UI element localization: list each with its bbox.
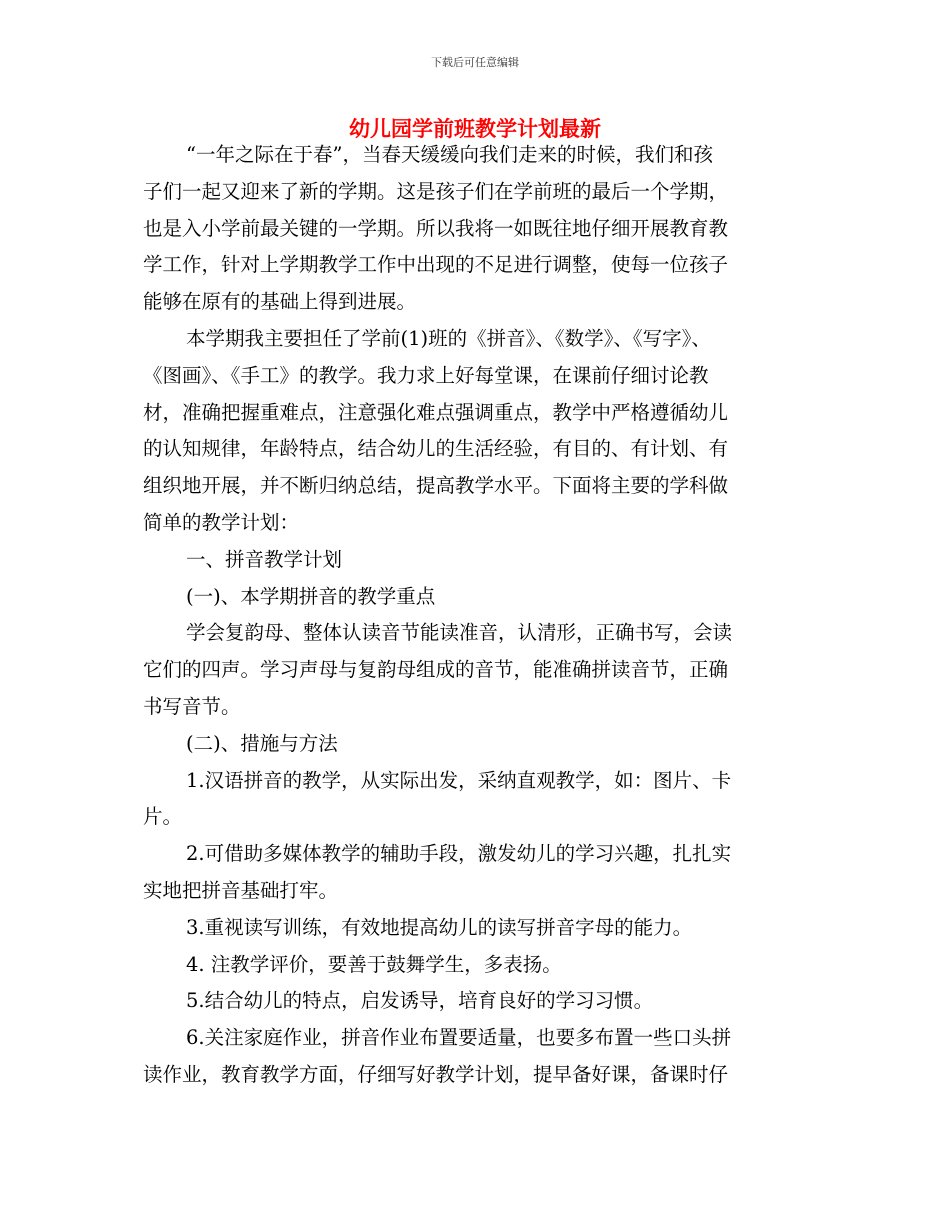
- paragraph-line: 的认知规律，年龄特点，结合幼儿的生活经验，有目的、有计划、有: [143, 437, 729, 461]
- subsection-heading: (二)、措施与方法: [186, 731, 338, 755]
- subsection-heading: (一)、本学期拼音的教学重点: [186, 584, 436, 608]
- header-note: 下载后可任意编辑: [431, 56, 519, 69]
- paragraph-line: 学会复韵母、整体认读音节能读准音，认清形，正确书写，会读: [186, 621, 733, 645]
- list-item-continuation: 片。: [143, 805, 183, 829]
- paragraph-line: 也是入小学前最关键的一学期。所以我将一如既往地仔细开展教育教: [143, 216, 729, 240]
- list-item: 3.重视读写训练，有效地提高幼儿的读写拼音字母的能力。: [186, 915, 693, 939]
- document-body: [143, 137, 823, 1094]
- paragraph-line: 能够在原有的基础上得到进展。: [143, 290, 417, 314]
- paragraph-line: 本学期我主要担任了学前(1)班的《拼音》、《数学》、《写字》、: [186, 326, 711, 350]
- list-item: 4. 注教学评价，要善于鼓舞学生，多表扬。: [186, 952, 562, 976]
- document-title: 幼儿园学前班教学计划最新: [349, 117, 601, 141]
- paragraph-line: 它们的四声。学习声母与复韵母组成的音节，能准确拼读音节，正确: [143, 658, 729, 682]
- paragraph-line: 子们一起又迎来了新的学期。这是孩子们在学前班的最后一个学期，: [143, 179, 729, 203]
- paragraph-line: 材，准确把握重难点，注意强化难点强调重点，教学中严格遵循幼儿: [143, 400, 729, 424]
- list-item: 5.结合幼儿的特点，启发诱导，培育良好的学习习惯。: [186, 989, 654, 1013]
- paragraph-line: 学工作，针对上学期教学工作中出现的不足进行调整，使每一位孩子: [143, 253, 729, 277]
- list-item: 2.可借助多媒体教学的辅助手段，激发幼儿的学习兴趣，扎扎实: [186, 842, 732, 866]
- paragraph-line: “一年之际在于春”，当春天缓缓向我们走来的时候，我们和孩: [186, 143, 713, 166]
- list-item: 6.关注家庭作业，拼音作业布置要适量，也要多布置一些口头拼: [186, 1026, 732, 1050]
- paragraph-line: 《图画》、《手工》的教学。我力求上好每堂课，在课前仔细讨论教: [143, 363, 709, 387]
- paragraph-line: 书写音节。: [143, 694, 241, 718]
- paragraph-line: 组织地开展，并不断归纳总结，提高教学水平。下面将主要的学科做: [143, 474, 729, 498]
- section-heading: 一、拼音教学计划: [186, 547, 343, 571]
- list-item: 1.汉语拼音的教学，从实际出发，采纳直观教学，如：图片、卡: [186, 768, 732, 792]
- list-item-continuation: 实地把拼音基础打牢。: [143, 878, 339, 902]
- list-item-continuation: 读作业，教育教学方面，仔细写好教学计划，提早备好课，备课时仔: [143, 1062, 729, 1086]
- paragraph-line: 简单的教学计划：: [143, 510, 300, 534]
